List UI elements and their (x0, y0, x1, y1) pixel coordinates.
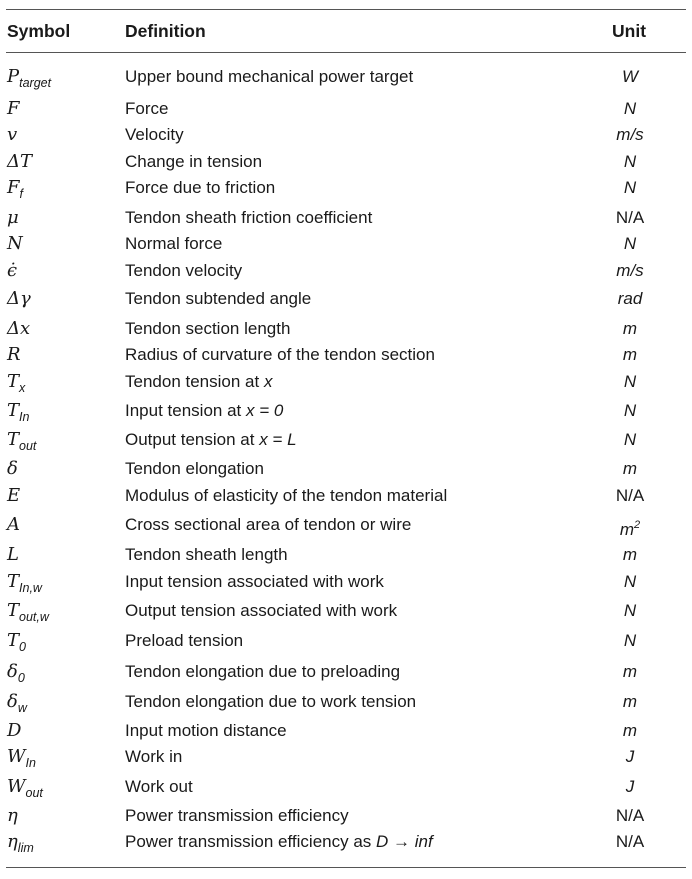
definition-text: Tendon tension at (125, 372, 264, 391)
definition-text: Cross sectional area of tendon or wire (125, 515, 412, 534)
symbol-subscript: 0 (19, 640, 26, 654)
definition-cell (125, 369, 272, 395)
unit-cell (582, 456, 678, 482)
definition-cell (125, 774, 193, 800)
unit-cell (582, 205, 678, 231)
unit-text: m/s (616, 261, 644, 280)
symbol-cell (7, 342, 21, 368)
definition-cell (125, 483, 447, 509)
symbol-subscript: In (19, 410, 30, 424)
unit-cell (582, 598, 678, 624)
column-header-unit: Unit (612, 21, 647, 41)
unit-text: N (623, 430, 637, 449)
definition-cell (125, 569, 384, 595)
definition-text: Tendon elongation due to work tension (125, 692, 417, 711)
unit-cell (582, 829, 678, 855)
symbol-main: T (7, 429, 20, 450)
definition-cell (125, 316, 290, 342)
definition-text: Velocity (125, 125, 184, 144)
definition-text: Input tension associated with work (125, 572, 384, 591)
symbol-cell (7, 744, 36, 776)
unit-cell (582, 64, 678, 90)
unit-cell (582, 774, 678, 800)
symbol-main: δ (7, 458, 18, 479)
unit-text: N/A (615, 486, 645, 505)
definition-text: Radius of curvature of the tendon section (125, 345, 435, 364)
definition-text: Force due to friction (125, 178, 276, 197)
symbol-subscript: f (19, 187, 23, 201)
table-row (0, 149, 692, 175)
symbol-main: T (7, 571, 20, 592)
table-row (0, 689, 692, 715)
unit-text: N (623, 234, 637, 253)
definition-cell (125, 427, 297, 453)
table-row (0, 205, 692, 231)
unit-text: m/s (616, 125, 644, 144)
symbol-subscript: target (19, 76, 52, 90)
unit-cell (582, 427, 678, 453)
definition-text: Power transmission efficiency as (125, 832, 377, 851)
symbol-main: ϵ̇ (7, 260, 18, 281)
definition-text: Tendon section length (125, 319, 291, 338)
symbol-cell (7, 64, 51, 96)
definition-cell (125, 398, 283, 424)
definition-math: x = 0 (245, 401, 284, 420)
column-header-symbol: Symbol (7, 21, 71, 41)
symbol-subscript: x (19, 381, 26, 395)
definition-cell (125, 718, 287, 744)
unit-cell (582, 398, 678, 424)
definition-cell (125, 628, 243, 654)
unit-cell (582, 744, 678, 770)
symbol-cell (7, 829, 34, 861)
symbol-main: F (7, 98, 20, 119)
unit-text: N (623, 572, 637, 591)
unit-cell (582, 512, 678, 543)
definition-text: Tendon sheath length (125, 545, 288, 564)
definition-cell (125, 689, 416, 715)
definition-cell (125, 659, 400, 685)
table-row (0, 231, 692, 257)
definition-cell (125, 829, 433, 855)
symbol-cell (7, 774, 43, 806)
symbol-cell (7, 286, 31, 312)
unit-cell (582, 569, 678, 595)
table-row (0, 175, 692, 201)
symbol-cell (7, 456, 18, 482)
symbol-main: R (7, 344, 21, 365)
unit-text: N (623, 372, 637, 391)
symbol-main: v (7, 124, 18, 145)
symbol-cell (7, 205, 19, 231)
symbol-main: P (7, 66, 20, 87)
definition-cell (125, 96, 168, 122)
symbol-cell (7, 803, 18, 829)
definition-math: x (263, 372, 273, 391)
table-row (0, 512, 692, 538)
symbol-main: Δx (7, 318, 31, 339)
symbol-cell (7, 369, 25, 401)
symbol-subscript: out,w (19, 610, 49, 624)
symbol-cell (7, 398, 29, 430)
symbol-cell (7, 231, 23, 257)
symbol-main: A (7, 514, 20, 535)
definition-cell (125, 175, 275, 201)
table-row (0, 569, 692, 595)
symbol-subscript: 0 (17, 671, 25, 685)
symbol-main: F (7, 177, 20, 198)
unit-text: N (623, 99, 637, 118)
definition-cell (125, 231, 222, 257)
table-row (0, 744, 692, 770)
table-row (0, 628, 692, 654)
symbol-subscript: out (19, 439, 37, 453)
definition-text: Work out (125, 777, 193, 796)
unit-cell (582, 718, 678, 744)
symbol-main: T (7, 630, 20, 651)
symbol-main: μ (7, 207, 19, 228)
unit-text: m (622, 692, 638, 711)
table-row (0, 122, 692, 148)
definition-text: Tendon subtended angle (125, 289, 312, 308)
definition-cell (125, 342, 435, 368)
symbol-subscript: In (25, 756, 36, 770)
table-row (0, 659, 692, 685)
unit-text: m (622, 721, 638, 740)
unit-cell (582, 689, 678, 715)
unit-text: J (625, 777, 635, 796)
definition-text: Modulus of elasticity of the tendon material (125, 486, 448, 505)
symbol-cell (7, 316, 30, 342)
symbol-main: D (7, 720, 22, 741)
table-row (0, 369, 692, 395)
definition-text: Work in (125, 747, 183, 766)
table-row (0, 456, 692, 482)
definition-text: Preload tension (125, 631, 244, 650)
definition-cell (125, 205, 372, 231)
definition-cell (125, 122, 184, 148)
symbol-main: ΔT (7, 151, 33, 172)
definition-cell (125, 598, 397, 624)
symbol-subscript: out (25, 786, 43, 800)
symbol-main: W (7, 746, 26, 767)
definition-cell (125, 803, 349, 829)
definition-math: x = L (259, 430, 297, 449)
unit-text: rad (617, 289, 643, 308)
unit-text: m (619, 520, 635, 539)
unit-cell (582, 96, 678, 122)
definition-cell (125, 286, 311, 312)
symbol-main: N (7, 233, 23, 254)
table-row (0, 774, 692, 800)
unit-text: N/A (615, 208, 645, 227)
definition-text: Tendon velocity (125, 261, 243, 280)
unit-cell (582, 149, 678, 175)
unit-cell (582, 342, 678, 368)
unit-text: m (622, 459, 638, 478)
symbol-cell (7, 598, 49, 630)
symbol-cell (7, 569, 42, 601)
symbol-main: Δγ (7, 288, 31, 309)
definition-text: Input tension at (125, 401, 246, 420)
symbol-subscript: lim (17, 841, 34, 855)
table-header-rule (6, 52, 686, 53)
symbol-main: L (7, 544, 19, 565)
unit-cell (582, 258, 678, 284)
symbol-cell (7, 659, 25, 691)
symbol-main: η (7, 831, 18, 852)
symbol-main: η (7, 805, 18, 826)
definition-cell (125, 744, 182, 770)
table-row (0, 718, 692, 744)
definition-text: Tendon sheath friction coefficient (125, 208, 373, 227)
definition-text: Power transmission efficiency (125, 806, 349, 825)
unit-text: N (623, 631, 637, 650)
unit-cell (582, 122, 678, 148)
unit-text: m (622, 319, 638, 338)
definition-cell (125, 149, 262, 175)
unit-text: N (623, 178, 637, 197)
table-row (0, 483, 692, 509)
unit-text: N/A (615, 806, 645, 825)
table-top-rule (6, 9, 686, 10)
definition-cell (125, 64, 413, 90)
definition-text: Output tension associated with work (125, 601, 398, 620)
definition-text: Tendon elongation (125, 459, 264, 478)
definition-text: Tendon elongation due to preloading (125, 662, 401, 681)
symbol-cell (7, 689, 27, 721)
table-row (0, 258, 692, 284)
table-row (0, 542, 692, 568)
unit-cell (582, 542, 678, 568)
table-row (0, 598, 692, 624)
definition-text: Upper bound mechanical power target (125, 67, 414, 86)
definition-text: Normal force (125, 234, 223, 253)
table-row (0, 427, 692, 453)
unit-cell (582, 316, 678, 342)
unit-cell (582, 483, 678, 509)
unit-cell (582, 175, 678, 201)
unit-text: J (625, 747, 635, 766)
table-row (0, 803, 692, 829)
symbol-cell (7, 122, 17, 148)
definition-cell (125, 542, 288, 568)
symbol-cell (7, 149, 32, 175)
table-row (0, 829, 692, 855)
table-row (0, 64, 692, 90)
unit-cell (582, 628, 678, 654)
definition-math: D → inf (376, 832, 433, 851)
symbol-cell (7, 628, 26, 660)
unit-cell (582, 369, 678, 395)
unit-text: N/A (615, 832, 645, 851)
definition-cell (125, 456, 264, 482)
unit-text: m (622, 545, 638, 564)
symbol-cell (7, 542, 19, 568)
table-row (0, 96, 692, 122)
symbol-main: T (7, 400, 20, 421)
symbol-subscript: w (17, 701, 27, 715)
definition-text: Change in tension (125, 152, 263, 171)
unit-cell (582, 803, 678, 829)
symbol-cell (7, 718, 21, 744)
symbol-main: E (7, 485, 21, 506)
table-row (0, 398, 692, 424)
symbol-cell (7, 483, 20, 509)
symbol-main: δ (7, 691, 18, 712)
unit-text: m (622, 662, 638, 681)
symbol-subscript: In,w (19, 581, 42, 595)
definition-cell (125, 258, 242, 284)
unit-text: N (623, 401, 637, 420)
symbol-main: T (7, 600, 20, 621)
table-bottom-rule (6, 867, 686, 868)
symbol-cell (7, 427, 36, 459)
table-row (0, 316, 692, 342)
symbol-cell (7, 258, 17, 284)
symbol-cell (7, 175, 23, 207)
definition-text: Output tension at (125, 430, 260, 449)
table-row (0, 286, 692, 312)
table-row (0, 342, 692, 368)
symbol-main: δ (7, 661, 18, 682)
unit-superscript: 2 (634, 519, 641, 531)
unit-text: N (623, 601, 637, 620)
unit-text: W (621, 67, 639, 86)
unit-cell (582, 286, 678, 312)
symbol-cell (7, 512, 20, 538)
definition-cell (125, 512, 411, 538)
definition-text: Input motion distance (125, 721, 287, 740)
unit-cell (582, 231, 678, 257)
symbol-main: T (7, 371, 20, 392)
unit-cell (582, 659, 678, 685)
symbol-main: W (7, 776, 26, 797)
unit-text: N (623, 152, 637, 171)
definition-text: Force (125, 99, 169, 118)
column-header-definition: Definition (125, 21, 206, 41)
symbol-cell (7, 96, 20, 122)
unit-text: m (622, 345, 638, 364)
